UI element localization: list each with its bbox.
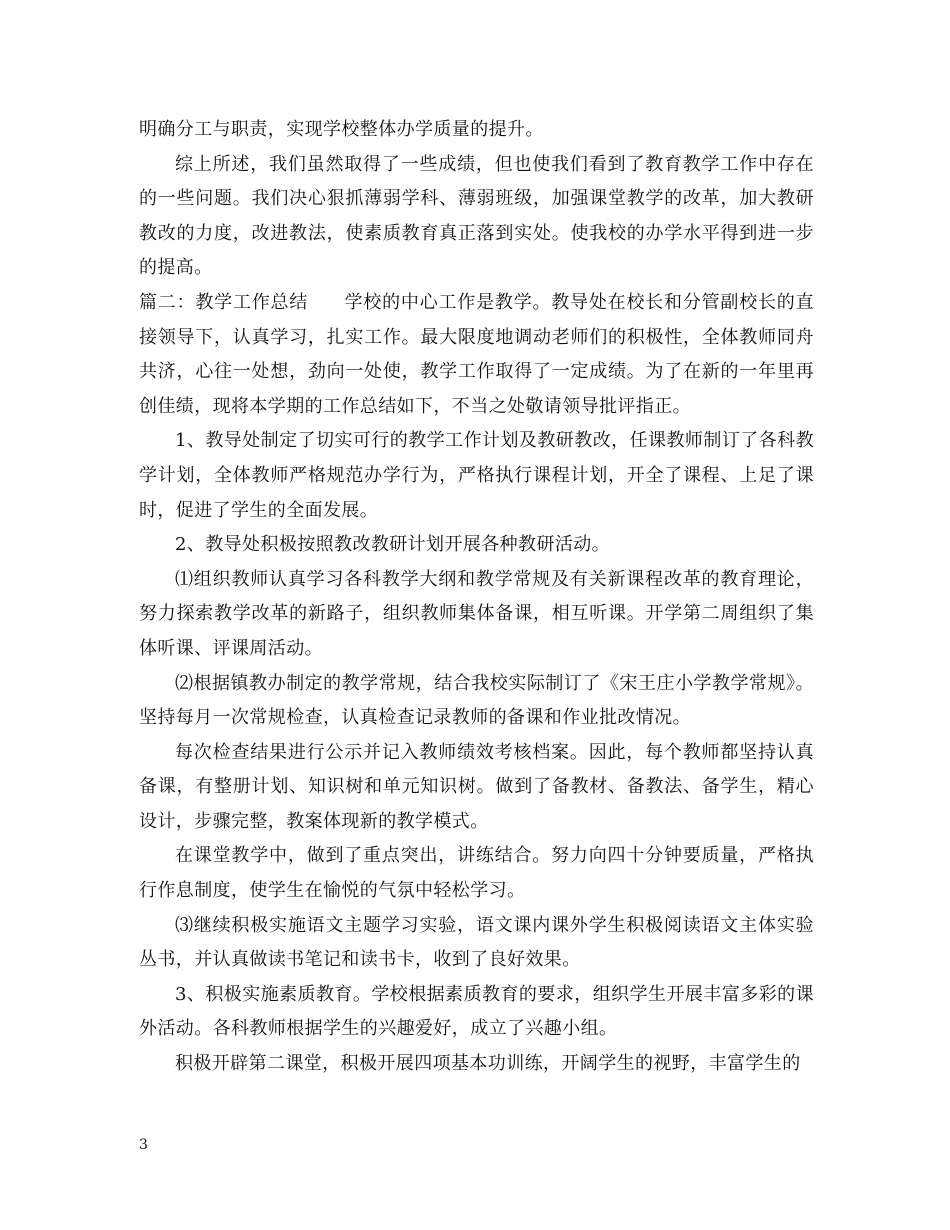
paragraph-with-heading [139, 286, 814, 424]
paragraph: ⑴组织教师认真学习各科教学大纲和教学常规及有关新课程改革的教育理论，努力探索教学改革的新路子，组织教师集体备课，相互听课。开学第二周组织了集体听课、评课周活动。 [139, 568, 814, 659]
paragraph: 2、教导处积极按照教改教研计划开展各种教研活动。 [175, 534, 611, 556]
paragraph: 1、教导处制定了切实可行的教学工作计划及教研教改，任课教师制订了各科教学计划，全体教师严格规范办学行为，严格执行课程计划，开全了课程、上足了课时，促进了学生的全面发展。 [139, 430, 814, 521]
section-heading: 篇二：教学工作总结 [139, 291, 309, 313]
body-text [139, 113, 814, 1082]
paragraph: 3、积极实施素质教育。学校根据素质教育的要求，组织学生开展丰富多彩的课外活动。各科教师根据学生的兴趣爱好，成立了兴趣小组。 [139, 983, 814, 1040]
paragraph-text: 学校的中心工作是教学。教导处在校长和分管副校长的直接领导下，认真学习，扎实工作。最大限度地调动老师们的积极性，全体教师同舟共济，心往一处想，劲向一处使，教学工作取得了一定成绩。为了在新的一年里再创佳绩，现将本学期的工作总结如下，不当之处敬请领导批评指正。 [139, 291, 814, 417]
paragraph: 积极开辟第二课堂，积极开展四项基本功训练，开阔学生的视野，丰富学生的 [175, 1053, 801, 1075]
paragraph: 每次检查结果进行公示并记入教师绩效考核档案。因此，每个教师都坚持认真备课，有整册计划、知识树和单元知识树。做到了备教材、备教法、备学生，精心设计，步骤完整，教案体现新的教学模式。 [139, 741, 814, 832]
paragraph: 明确分工与职责，实现学校整体办学质量的提升。 [139, 119, 544, 140]
paragraph: 在课堂教学中，做到了重点突出，讲练结合。努力向四十分钟要质量，严格执行作息制度，使学生在愉悦的气氛中轻松学习。 [139, 845, 814, 902]
paragraph: 综上所述，我们虽然取得了一些成绩，但也使我们看到了教育教学工作中存在的一些问题。我们决心狠抓薄弱学科、薄弱班级，加强课堂教学的改革，加大教研教改的力度，改进教法，使素质教育真正落到实处。使我校的办学水平得到进一步的提高。 [139, 153, 814, 279]
paragraph: ⑶继续积极实施语文主题学习实验，语文课内课外学生积极阅读语文主体实验丛书，并认真做读书笔记和读书卡，收到了良好效果。 [139, 914, 814, 971]
page-number: 3 [139, 1137, 148, 1153]
paragraph: ⑵根据镇教办制定的教学常规，结合我校实际制订了《宋王庄小学教学常规》。坚持每月一次常规检查，认真检查记录教师的备课和作业批改情况。 [139, 672, 814, 729]
